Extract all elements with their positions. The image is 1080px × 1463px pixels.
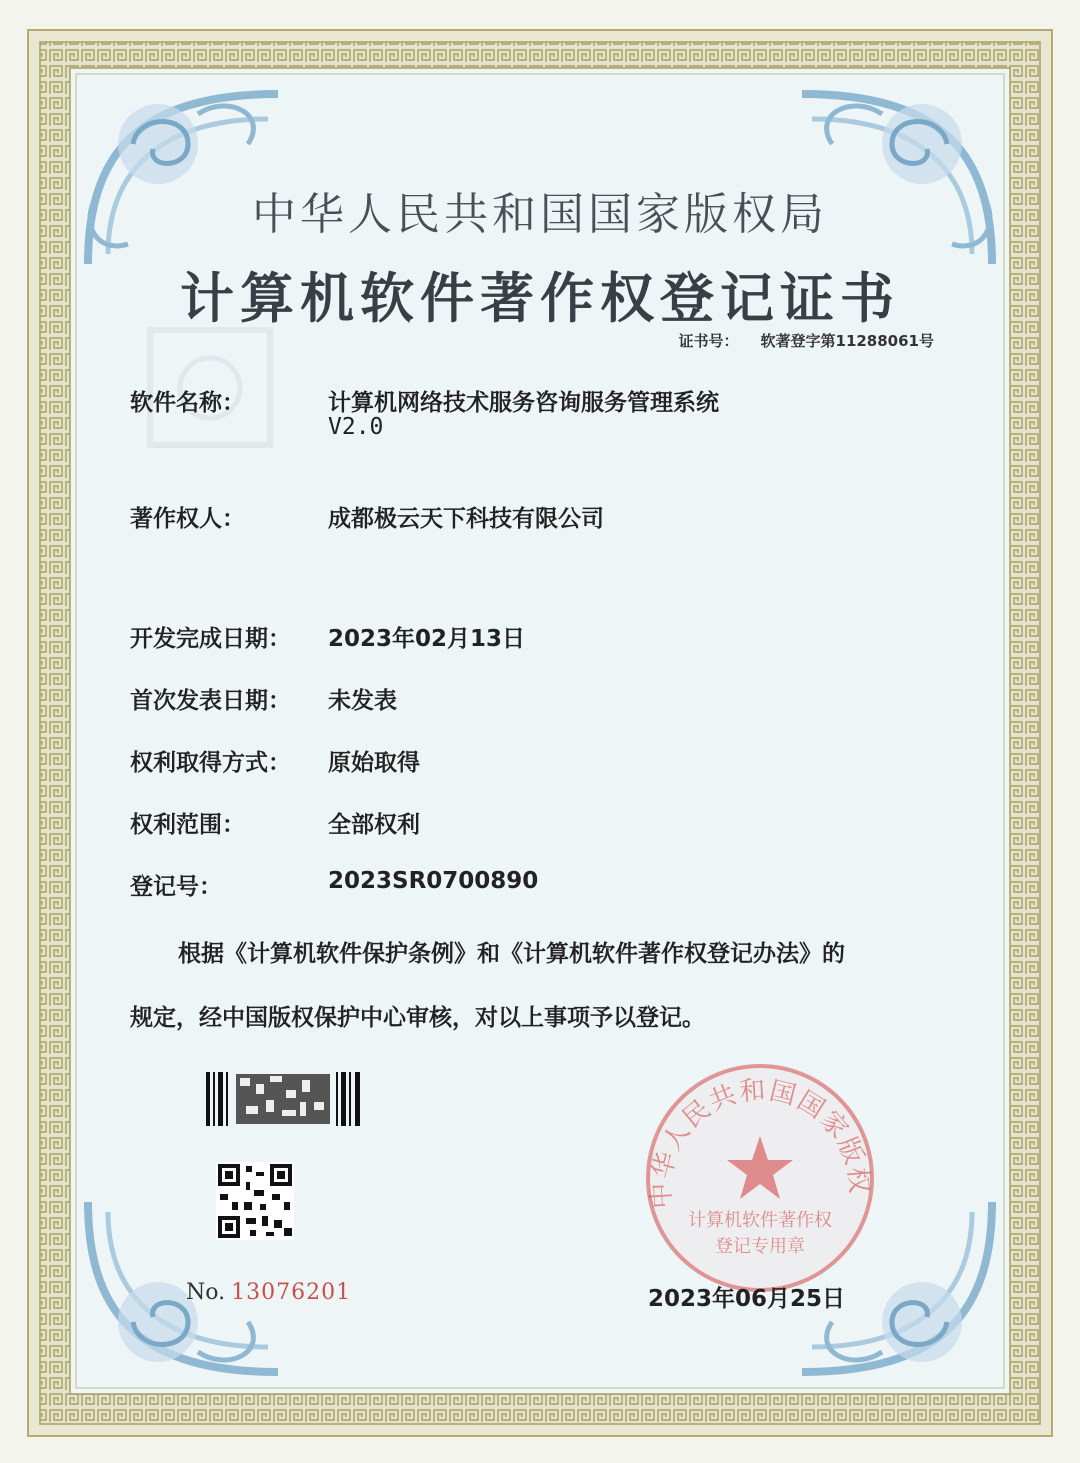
- field-value: 计算机网络技术服务咨询服务管理系统: [328, 390, 719, 416]
- field-label: 权利取得方式：: [130, 750, 291, 776]
- field-value: 原始取得: [328, 750, 420, 776]
- seal-ring-text: 中华人民共和国国家版权: [646, 1075, 874, 1210]
- field-version: V2.0: [328, 414, 384, 440]
- seal-center-line-2: 登记专用章: [715, 1236, 805, 1257]
- certificate-title: 计算机软件著作权登记证书: [180, 266, 900, 330]
- field-value: 全部权利: [328, 812, 420, 838]
- field-label: 著作权人：: [130, 506, 245, 532]
- field-label: 软件名称：: [130, 390, 245, 416]
- certificate-number-label: 证书号：: [678, 332, 739, 350]
- field-label: 开发完成日期：: [130, 626, 291, 652]
- corner-ornament-top-right: [772, 74, 1002, 274]
- certificate-number-value: 软著登字第11288061号: [760, 332, 934, 350]
- seal-center-line-1: 计算机软件著作权: [688, 1210, 832, 1231]
- field-value: 2023SR0700890: [328, 868, 539, 894]
- barcode: [206, 1072, 362, 1126]
- field-value: 成都极云天下科技有限公司: [328, 506, 604, 532]
- field-label: 登记号：: [130, 874, 222, 900]
- corner-ornament-top-left: [78, 74, 308, 274]
- serial-value: 13076201: [231, 1280, 352, 1305]
- issuing-authority: 中华人民共和国国家版权局: [252, 189, 828, 240]
- field-label: 首次发表日期：: [130, 688, 291, 714]
- issue-date: 2023年06月25日: [648, 1286, 846, 1312]
- body-line-2: 规定，经中国版权保护中心审核，对以上事项予以登记。: [130, 1005, 705, 1031]
- body-line-1: 根据《计算机软件保护条例》和《计算机软件著作权登记办法》的: [178, 941, 845, 967]
- seal-graphic: [640, 1058, 880, 1298]
- official-seal: [640, 1058, 880, 1298]
- field-value: 2023年02月13日: [328, 626, 526, 652]
- qr-code: [216, 1162, 294, 1240]
- serial-prefix: No.: [186, 1280, 226, 1305]
- serial-number: [186, 1280, 351, 1305]
- field-value: 未发表: [328, 688, 397, 714]
- field-label: 权利范围：: [130, 812, 245, 838]
- certificate-number: [678, 330, 934, 351]
